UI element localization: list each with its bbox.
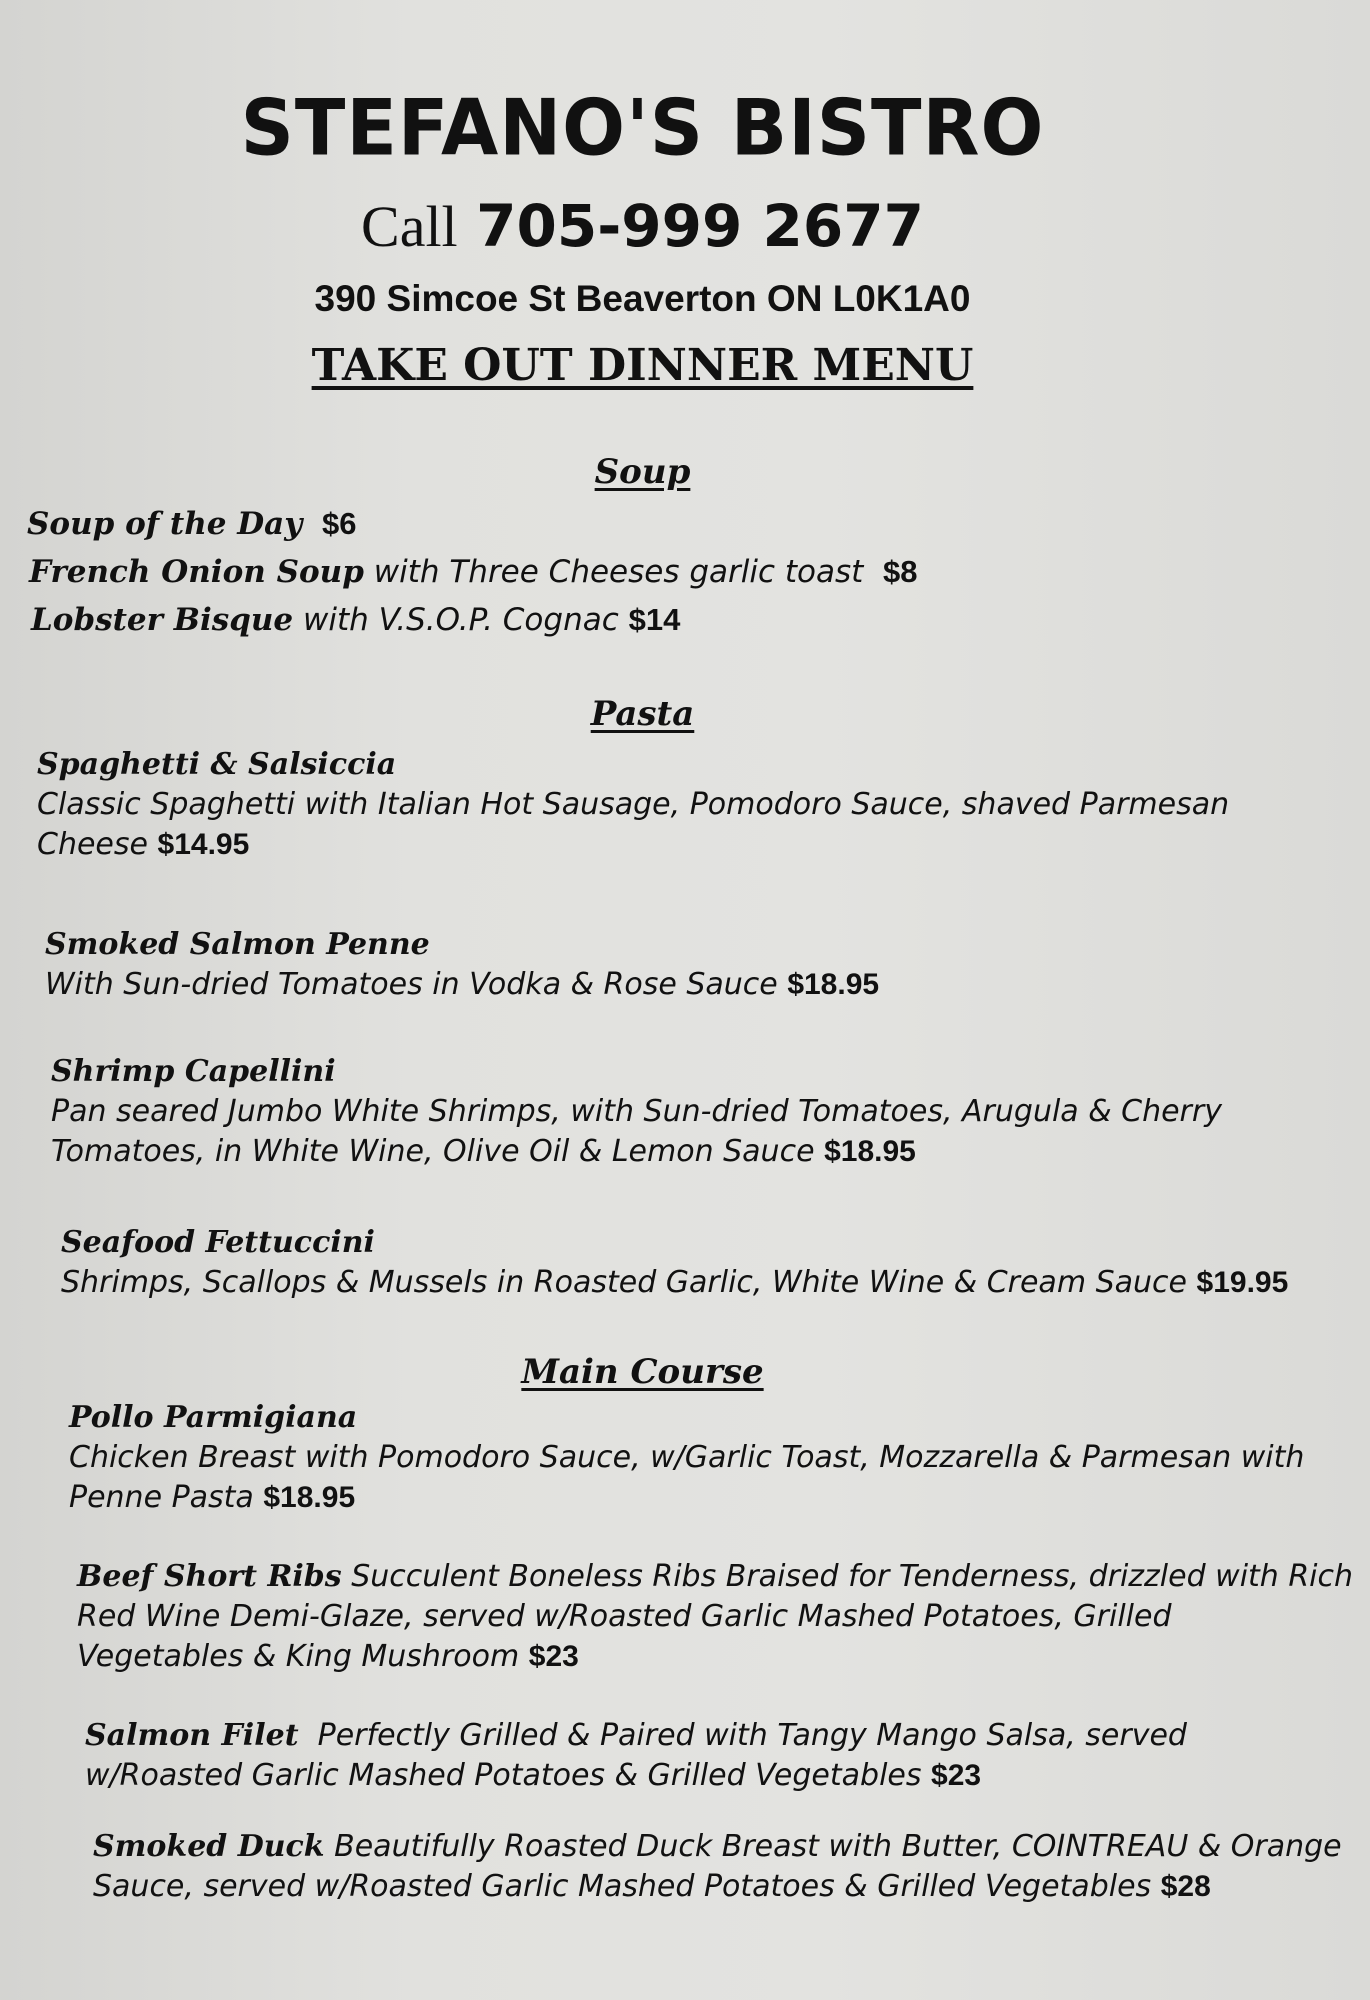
item-desc: Pan seared Jumbo White Shrimps, with Sun-dried Tomatoes, Arugula & Cherry	[51, 1094, 1222, 1129]
item-desc-cont: Penne Pasta	[69, 1480, 254, 1515]
item-price: $23	[931, 1759, 982, 1792]
menu-item	[29, 552, 918, 592]
item-price: $19.95	[1196, 1266, 1289, 1299]
phone-number: 705-999 2677	[476, 192, 924, 260]
restaurant-name: STEFANO'S BISTRO	[240, 82, 1045, 174]
item-desc: with V.S.O.P. Cognac	[303, 602, 619, 638]
item-price: $18.95	[787, 968, 880, 1001]
item-name: Lobster Bisque	[31, 602, 294, 638]
item-desc: Perfectly Grilled & Paired with Tangy Mango Salsa, served	[317, 1718, 1187, 1753]
item-price: $18.95	[263, 1481, 356, 1514]
menu-item	[93, 1827, 1342, 1907]
section-heading-pasta: Pasta	[590, 694, 695, 734]
item-name: Shrimp Capellini	[51, 1054, 336, 1089]
item-name: Seafood Fettuccini	[61, 1225, 375, 1260]
item-price: $6	[321, 506, 357, 541]
item-desc-cont: Vegetables & King Mushroom	[77, 1639, 520, 1674]
menu-item	[69, 1398, 1304, 1518]
item-name: French Onion Soup	[29, 554, 364, 590]
item-price: $28	[1160, 1870, 1211, 1903]
item-name: Salmon Filet	[85, 1718, 299, 1753]
item-desc: Beautifully Roasted Duck Breast with Butter, COINTREAU & Orange	[334, 1829, 1342, 1864]
item-desc: Shrimps, Scallops & Mussels in Roasted Garlic, White Wine & Cream Sauce	[61, 1265, 1187, 1300]
item-desc-cont: Tomatoes, in White Wine, Olive Oil & Lemon Sauce	[51, 1134, 815, 1169]
call-label: Call	[361, 194, 458, 259]
item-desc-cont: Cheese	[37, 827, 148, 862]
phone-line	[0, 192, 1285, 260]
item-name: Pollo Parmigiana	[69, 1400, 358, 1435]
item-desc: with Three Cheeses garlic toast	[373, 554, 864, 590]
item-desc: With Sun-dried Tomatoes in Vodka & Rose Sauce	[45, 967, 778, 1002]
item-price: $14.95	[157, 828, 250, 861]
section-heading-main-course: Main Course	[521, 1352, 764, 1392]
item-price: $23	[528, 1640, 579, 1673]
item-price: $8	[883, 554, 918, 589]
menu-item	[27, 504, 356, 544]
item-desc-cont: w/Roasted Garlic Mashed Potatoes & Grilled Vegetables	[85, 1758, 922, 1793]
item-name: Spaghetti & Salsiccia	[37, 747, 397, 782]
menu-item	[45, 925, 879, 1005]
menu-item	[85, 1716, 1187, 1796]
section-heading-soup: Soup	[594, 452, 691, 492]
menu-item	[51, 1052, 1222, 1172]
item-name: Smoked Duck	[93, 1829, 325, 1864]
item-price: $18.95	[824, 1135, 916, 1168]
item-desc: Succulent Boneless Ribs Braised for Tenderness, drizzled with Rich	[351, 1559, 1354, 1594]
menu-item	[61, 1223, 1288, 1303]
item-name: Smoked Salmon Penne	[45, 927, 430, 962]
item-price: $14	[628, 602, 681, 637]
item-name: Soup of the Day	[27, 506, 303, 542]
address: 390 Simcoe St Beaverton ON L0K1A0	[314, 278, 971, 319]
menu-item	[31, 600, 680, 640]
item-name: Beef Short Ribs	[77, 1559, 342, 1594]
menu-item	[37, 745, 1229, 865]
menu-item	[77, 1557, 1353, 1677]
item-desc-cont: Red Wine Demi-Glaze, served w/Roasted Garlic Mashed Potatoes, Grilled	[77, 1599, 1172, 1634]
item-desc: Chicken Breast with Pomodoro Sauce, w/Garlic Toast, Mozzarella & Parmesan with	[69, 1440, 1305, 1475]
item-desc: Classic Spaghetti with Italian Hot Sausage, Pomodoro Sauce, shaved Parmesan	[37, 787, 1230, 822]
item-desc-cont: Sauce, served w/Roasted Garlic Mashed Potatoes & Grilled Vegetables	[93, 1869, 1152, 1904]
menu-title: TAKE OUT DINNER MENU	[311, 340, 974, 391]
